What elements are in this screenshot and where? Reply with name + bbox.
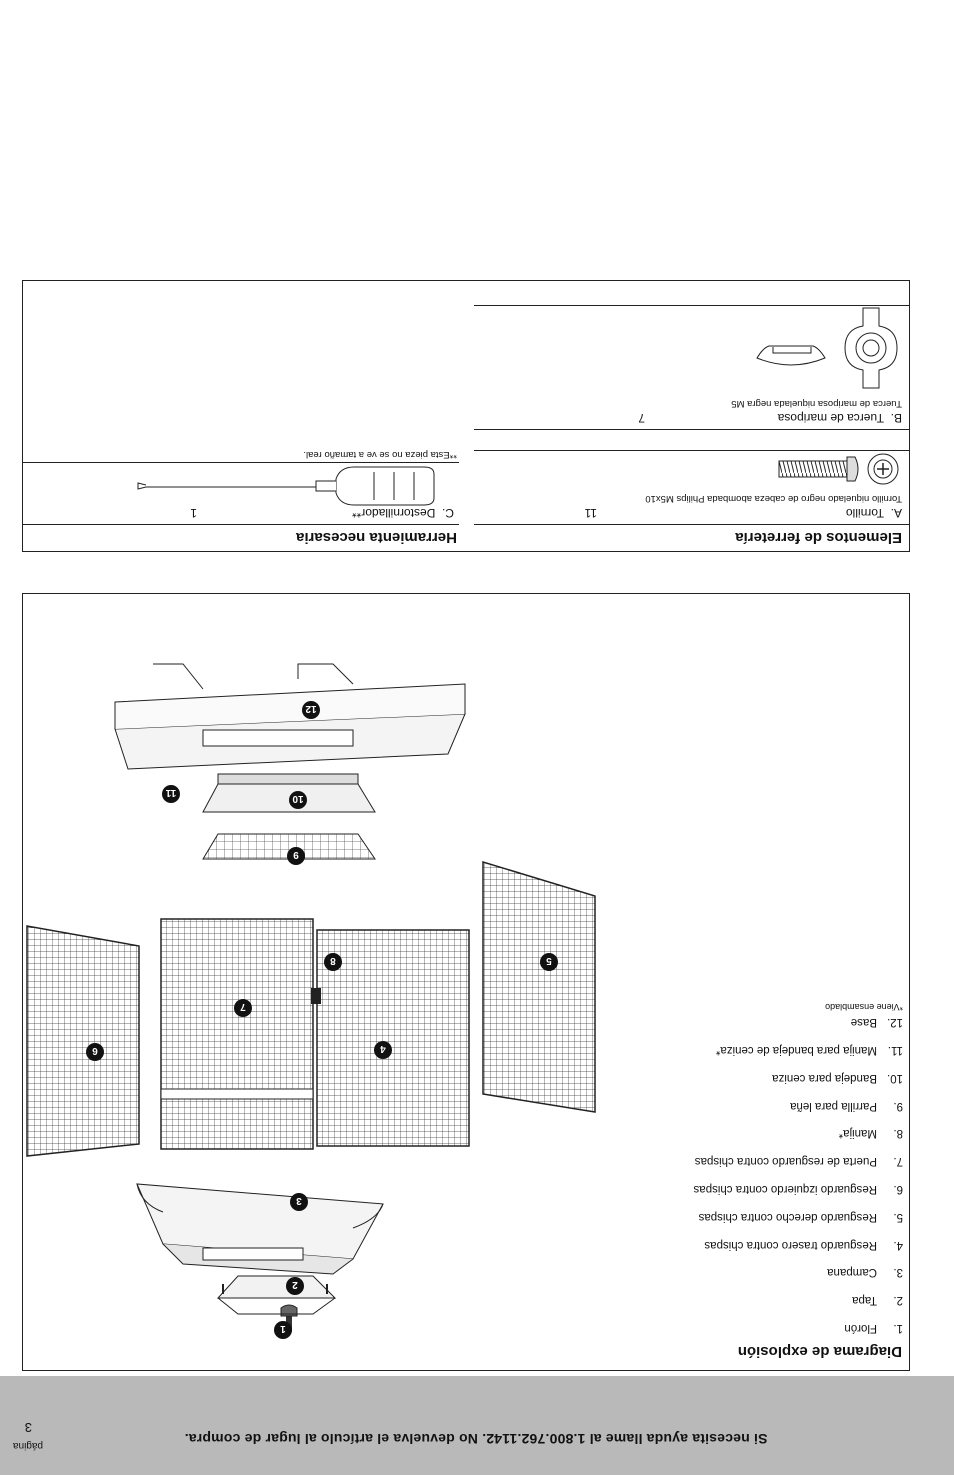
list-item: 4.Resguardo trasero contra chispas	[704, 1238, 903, 1251]
list-item: 6.Resguardo izquierdo contra chispas	[693, 1183, 903, 1196]
hardware-desc-b: Tuerca de mariposa niquelada negra M5	[731, 398, 902, 409]
callout-2: 2	[292, 1279, 298, 1290]
tools-title: Herramienta necesaria	[296, 529, 457, 546]
door-handle-part	[311, 988, 321, 1004]
hardware-desc-a: Tornillo niquelado negro de cabeza abombada Philips M5x10	[645, 493, 902, 504]
hood-part	[137, 1184, 383, 1274]
hardware-qty-b: 7	[638, 411, 645, 425]
hardware-title: Elementos de ferretería	[735, 529, 902, 546]
callout-7: 7	[240, 1001, 246, 1012]
tool-item-c: C. Destornillador**	[351, 506, 454, 520]
list-item: 7.Puerta de resguardo contra chispas	[694, 1155, 903, 1168]
left-spark-guard-part	[27, 926, 139, 1156]
screw-icon	[772, 449, 902, 489]
top-cap-part	[218, 1276, 335, 1314]
list-item: 2.Tapa	[852, 1294, 903, 1307]
callout-5: 5	[546, 955, 552, 966]
base-part	[115, 664, 465, 769]
right-spark-guard-part	[483, 862, 595, 1112]
list-item: 11.Manija para bandeja de ceniza*	[715, 1044, 903, 1057]
tool-qty-c: 1	[190, 506, 197, 520]
list-item: 9.Parrilla para leña	[790, 1099, 903, 1112]
page-number: 3	[24, 1420, 32, 1435]
hardware-item-b: B. Tuerca de mariposa	[777, 411, 902, 425]
page-label: página	[12, 1440, 43, 1451]
diagram-title: Diagrama de explosión	[737, 1343, 902, 1360]
list-item: 1.Florón	[844, 1322, 903, 1334]
callout-11: 11	[165, 787, 177, 798]
list-item: 8.Manija*	[838, 1127, 903, 1140]
list-item: 3.Campana	[827, 1266, 903, 1279]
list-item: 10.Bandeja para ceniza	[772, 1071, 903, 1084]
list-item: 12.Base	[850, 1016, 903, 1029]
exploded-diagram-box	[22, 593, 910, 1371]
tool-note: **Esta pieza no se ve a tamaño real.	[303, 449, 457, 460]
hardware-qty-a: 11	[584, 506, 597, 520]
door-spark-guard-part	[161, 919, 313, 1149]
screwdriver-icon	[129, 458, 439, 508]
wing-nut-icon	[719, 303, 899, 393]
callout-9: 9	[293, 849, 299, 860]
callout-10: 10	[292, 793, 304, 804]
callout-6: 6	[92, 1045, 98, 1056]
ash-tray-part	[203, 774, 375, 812]
hardware-item-a: A. Tornillo	[845, 506, 902, 520]
callout-1: 1	[280, 1323, 286, 1334]
callout-8: 8	[330, 955, 336, 966]
callout-3: 3	[296, 1195, 302, 1206]
callout-12: 12	[305, 703, 317, 714]
list-item: 5.Resguardo derecho contra chispas	[698, 1210, 903, 1223]
hardware-box	[22, 280, 910, 552]
callout-4: 4	[380, 1043, 386, 1054]
help-text: Si necesita ayuda llame al 1.800.762.1142. No devuelva el artículo al lugar de compra.	[184, 1431, 768, 1447]
assembled-note: *Viene ensamblado	[825, 1002, 903, 1013]
